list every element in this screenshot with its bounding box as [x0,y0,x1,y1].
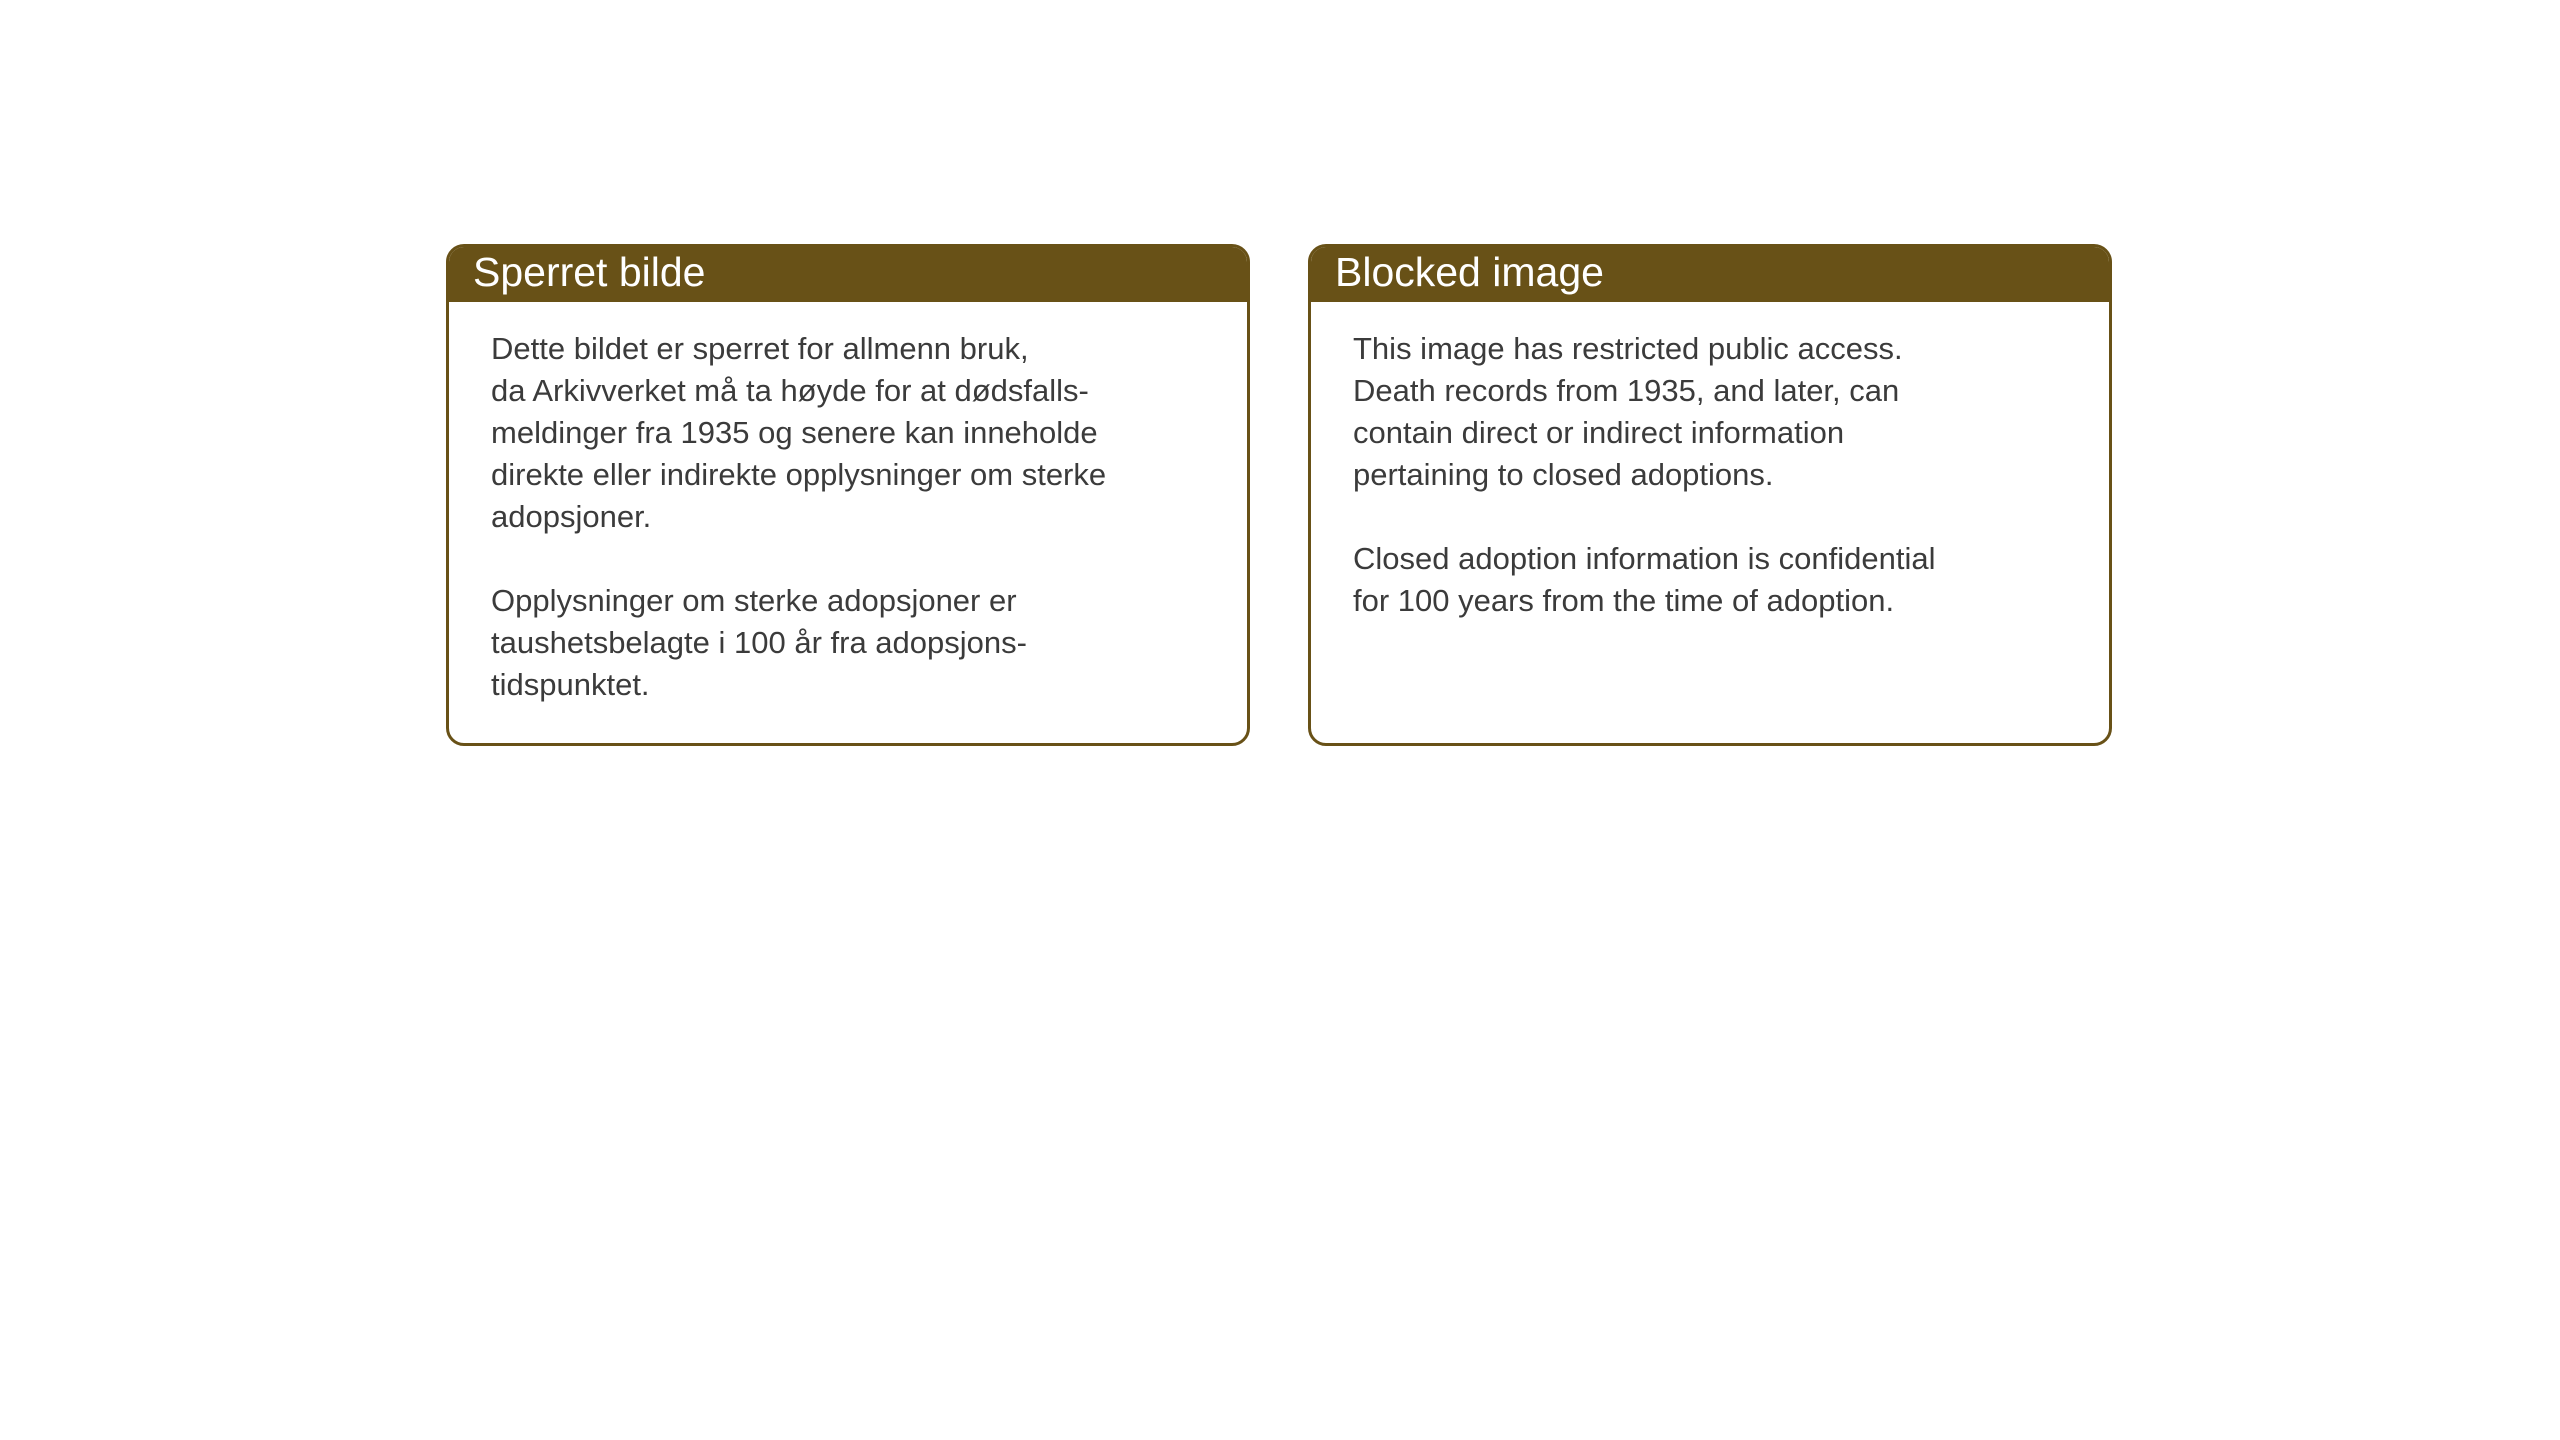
body-line: Opplysninger om sterke adopsjoner er [491,583,1017,618]
body-line: taushetsbelagte i 100 år fra adopsjons- [491,625,1027,660]
blocked-image-card-english [1308,244,2112,746]
body-line: pertaining to closed adoptions. [1353,457,1774,492]
body-line: direkte eller indirekte opplysninger om sterke [491,457,1107,492]
body-line: Dette bildet er sperret for allmenn bruk, [491,331,1029,366]
notice-paragraph [1353,328,2073,496]
card-title: Sperret bilde [473,249,706,295]
card-header [1310,246,2110,302]
body-line: Death records from 1935, and later, can [1353,373,1900,408]
blocked-image-card-norwegian [446,244,1250,746]
card-header [448,246,1248,302]
card-title: Blocked image [1335,249,1604,295]
body-line: for 100 years from the time of adoption. [1353,583,1895,618]
notice-paragraph [491,580,1211,706]
body-line: contain direct or indirect information [1353,415,1845,450]
notice-paragraph [1353,538,2073,622]
card-body [1311,302,2109,622]
body-line: meldinger fra 1935 og senere kan inneholde [491,415,1098,450]
notice-paragraph [491,328,1211,538]
body-line: da Arkivverket må ta høyde for at dødsfalls- [491,373,1089,408]
body-line: This image has restricted public access. [1353,331,1903,366]
card-body [449,302,1247,706]
body-line: adopsjoner. [491,499,652,534]
body-line: tidspunktet. [491,667,650,702]
body-line: Closed adoption information is confidential [1353,541,1936,576]
